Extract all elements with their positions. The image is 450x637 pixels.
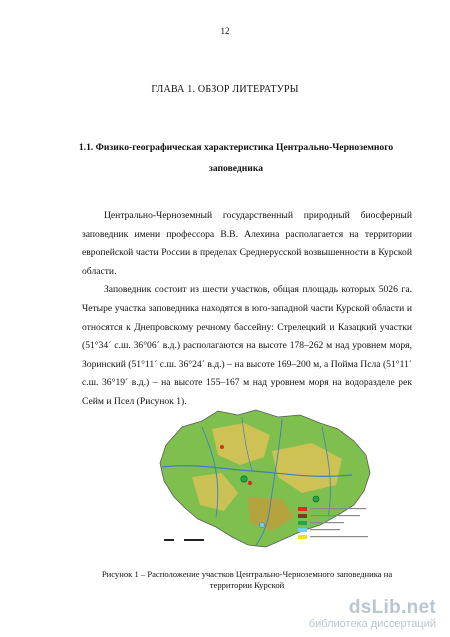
watermark — [309, 598, 436, 631]
watermark-tagline: библиотека диссертаций — [308, 618, 436, 630]
reserve-site — [259, 522, 264, 527]
body-text — [82, 207, 412, 412]
map-figure — [152, 407, 378, 552]
paragraph: Заповедник состоит из шести участков, общая площадь которых 5026 га. Четыре участка заповедника находятся в юго-западной части Курской области и относятся к Днепровскому речному бассейну: Стрелецкий и Казацкий участки (51°34´ с.ш. 36°06´ в.д.) располагаются на высоте 178–262 м над уровнем моря, Зоринский (51°11´ с.ш. 36°24´ в.д.) – на высоте 169–200 м, а Пойма Псла (51°11´ с.ш. 36°19´ в.д.) – на высоте 155–167 м над уровнем моря на водоразделе рек Сейм и Псел (Рисунок 1). — [82, 284, 412, 407]
watermark-logo: dsLib.net — [348, 597, 436, 618]
reserve-site — [220, 445, 224, 449]
scale-bar-segment — [174, 539, 184, 541]
kursk-region-map — [152, 407, 378, 552]
chapter-title: ГЛАВА 1. ОБЗОР ЛИТЕРАТУРЫ — [151, 84, 299, 95]
reserve-site — [241, 476, 247, 482]
section-title: 1.1. Физико-географическая характеристика Центрально-Черноземного заповедника — [78, 142, 394, 174]
page-number: 12 — [220, 26, 230, 36]
reserve-site — [248, 481, 252, 485]
paragraph: Центрально-Черноземный государственный природный биосферный заповедник имени профессора В.В. Алехина располагается на территории европейской части России в пределах Среднерусской возвышенности в Курской области. — [82, 210, 412, 277]
figure-caption: Рисунок 1 – Расположение участков Центрально-Черноземного заповедника на территории Курской — [101, 569, 393, 590]
reserve-site — [313, 496, 319, 502]
